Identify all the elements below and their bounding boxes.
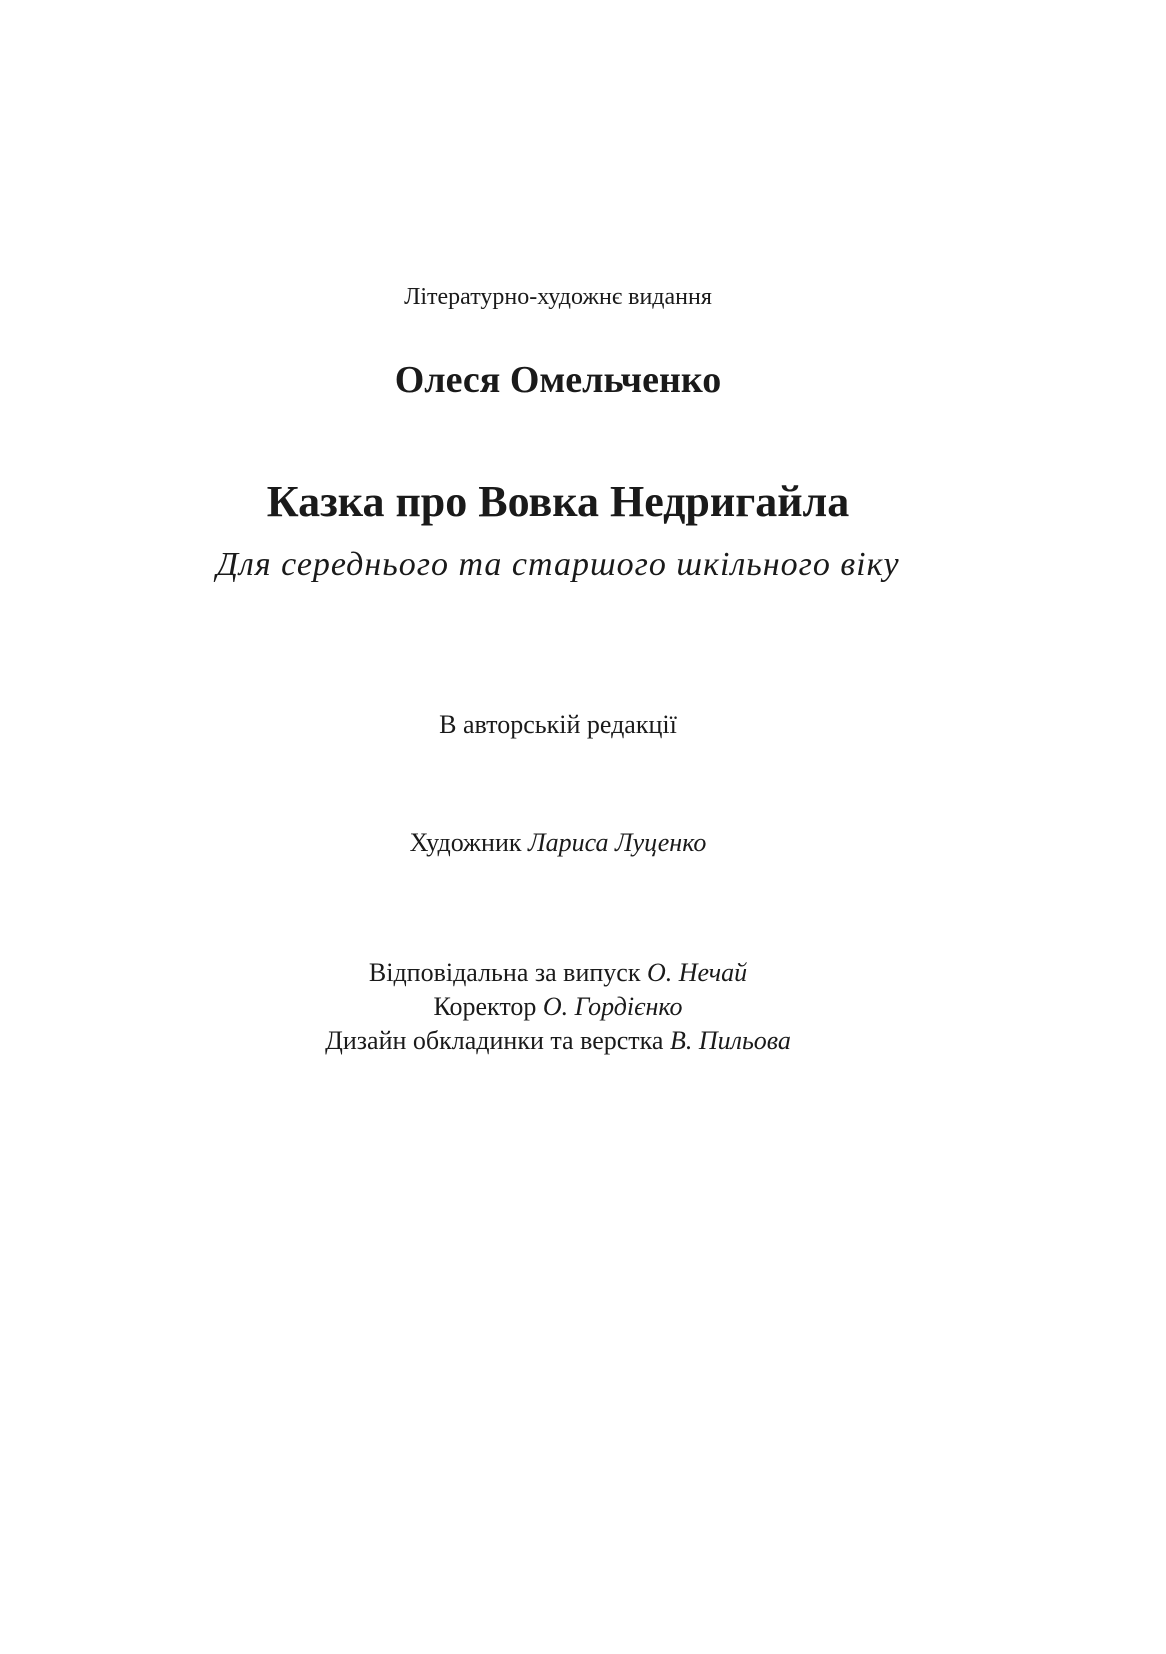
credit-name: О. Гордієнко (542, 992, 683, 1021)
illustrator-role: Художник (409, 828, 522, 857)
credit-line (0, 992, 1116, 1022)
editorial-note: В авторській редакції (439, 710, 677, 739)
credit-role: Коректор (433, 992, 537, 1021)
credit-name: В. Пильова (669, 1026, 791, 1055)
credit-line (0, 958, 1116, 988)
credit-role: Дизайн обкладинки та верстка (325, 1026, 664, 1055)
edition-type: Літературно-художнє видання (404, 284, 712, 310)
illustrator-name: Лариса Луценко (527, 828, 707, 857)
book-subtitle: Для середнього та старшого шкільного віку (216, 546, 900, 583)
credit-role: Відповідальна за випуск (368, 958, 641, 987)
credit-line (0, 1026, 1116, 1056)
illustrator-credit (0, 828, 1116, 858)
credit-name: О. Нечай (646, 958, 748, 987)
book-title: Казка про Вовка Недригайла (266, 477, 850, 526)
author-name: Олеся Омельченко (394, 359, 722, 401)
